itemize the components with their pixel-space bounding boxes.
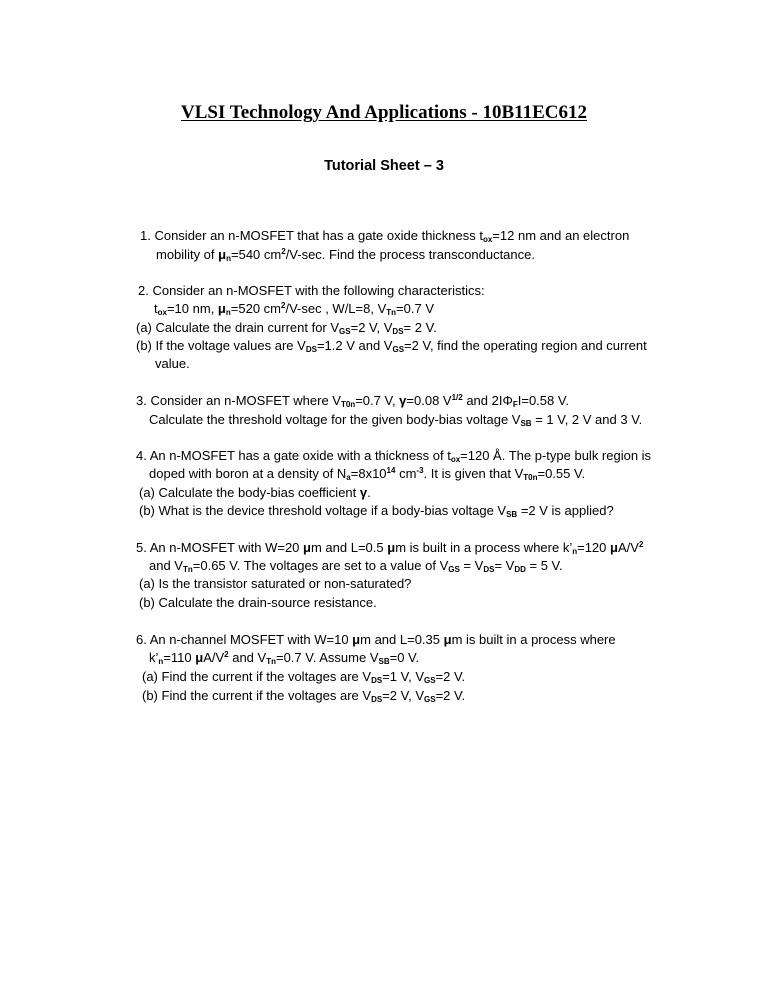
question-5-part-a: (a) Is the transistor saturated or non-saturated? xyxy=(139,576,412,591)
question-6-part-b: (b) Find the current if the voltages are $V_{DS}=2$ V, $V_{GS}=2$ V. xyxy=(142,688,466,704)
question-4-line-2: doped with boron at a density of $N_a=8x10^{14}$ $cm^{-3}$. It is given that $V_{T0n}=0.55$ V. xyxy=(149,466,586,482)
question-5-line-2: and $V_{Tn}=0.65$ V. The voltages are set to a value of $V_{GS} = V_{DS}= V_{DD} = 5$ V. xyxy=(149,558,563,574)
question-2-line-2: $t_{ox}=10$ nm, $\mu_n=520$ $cm^2/V-\sec$ , W/L=8, $V_{Tn}=0.7$ V xyxy=(154,301,434,317)
question-6-line-2: $k’_n=110$ $\mu A/V^2$ and $V_{Tn}=0.7$ V. Assume $V_{SB}=0$ V. xyxy=(149,650,420,666)
question-3-line-1: 3. Consider an n-MOSFET where $V_{T0n}=0.7$ V, γ=0.08 $V^{1/2}$ and $2I\Phi_FI=0.58$ V. xyxy=(136,393,569,409)
question-4-part-a: (a) Calculate the body-bias coefficient γ. xyxy=(139,485,371,500)
question-5-line-1: 5. An n-MOSFET with W=20 μm and L=0.5 μm is built in a process where $k’_n=120$ $\mu A/V^2$ xyxy=(136,540,644,556)
question-1-line-2: mobility of $\mu_n=540$ $cm^2/V-\sec$. Find the process transconductance. xyxy=(156,247,535,263)
tutorial-sheet-heading: Tutorial Sheet – 3 xyxy=(324,158,444,174)
document-title: VLSI Technology And Applications - 10B11EC612 xyxy=(181,102,587,123)
question-3-line-2: Calculate the threshold voltage for the given body-bias voltage $V_{SB} = 1$ V, 2 V and 3 V. xyxy=(149,412,643,428)
question-2-line-1: 2. Consider an n-MOSFET with the following characteristics: xyxy=(138,283,485,298)
question-2-part-b: (b) If the voltage values are $V_{DS}=1.2$ V and $V_{GS}=2$ V, find the operating region and current xyxy=(136,338,647,354)
question-1-line-1: 1. Consider an n-MOSFET that has a gate oxide thickness $t_{ox}=12$ nm and an electron xyxy=(140,228,630,244)
question-2-part-a: (a) Calculate the drain current for $V_{GS}=2$ V, $V_{DS}= 2$ V. xyxy=(136,320,437,336)
question-4-part-b: (b) What is the device threshold voltage if a body-bias voltage $V_{SB} =2$ V is applied? xyxy=(139,503,614,519)
question-4-line-1: 4. An n-MOSFET has a gate oxide with a thickness of $t_{ox}=120$ Å. The p-type bulk region is xyxy=(136,448,652,464)
question-2-part-b-cont: value. xyxy=(155,356,190,371)
question-6-line-1: 6. An n-channel MOSFET with W=10 μm and L=0.35 μm is built in a process where xyxy=(136,632,616,647)
question-5-part-b: (b) Calculate the drain-source resistance. xyxy=(139,595,377,610)
question-6-part-a: (a) Find the current if the voltages are $V_{DS}=1$ V, $V_{GS}=2$ V. xyxy=(142,669,466,685)
